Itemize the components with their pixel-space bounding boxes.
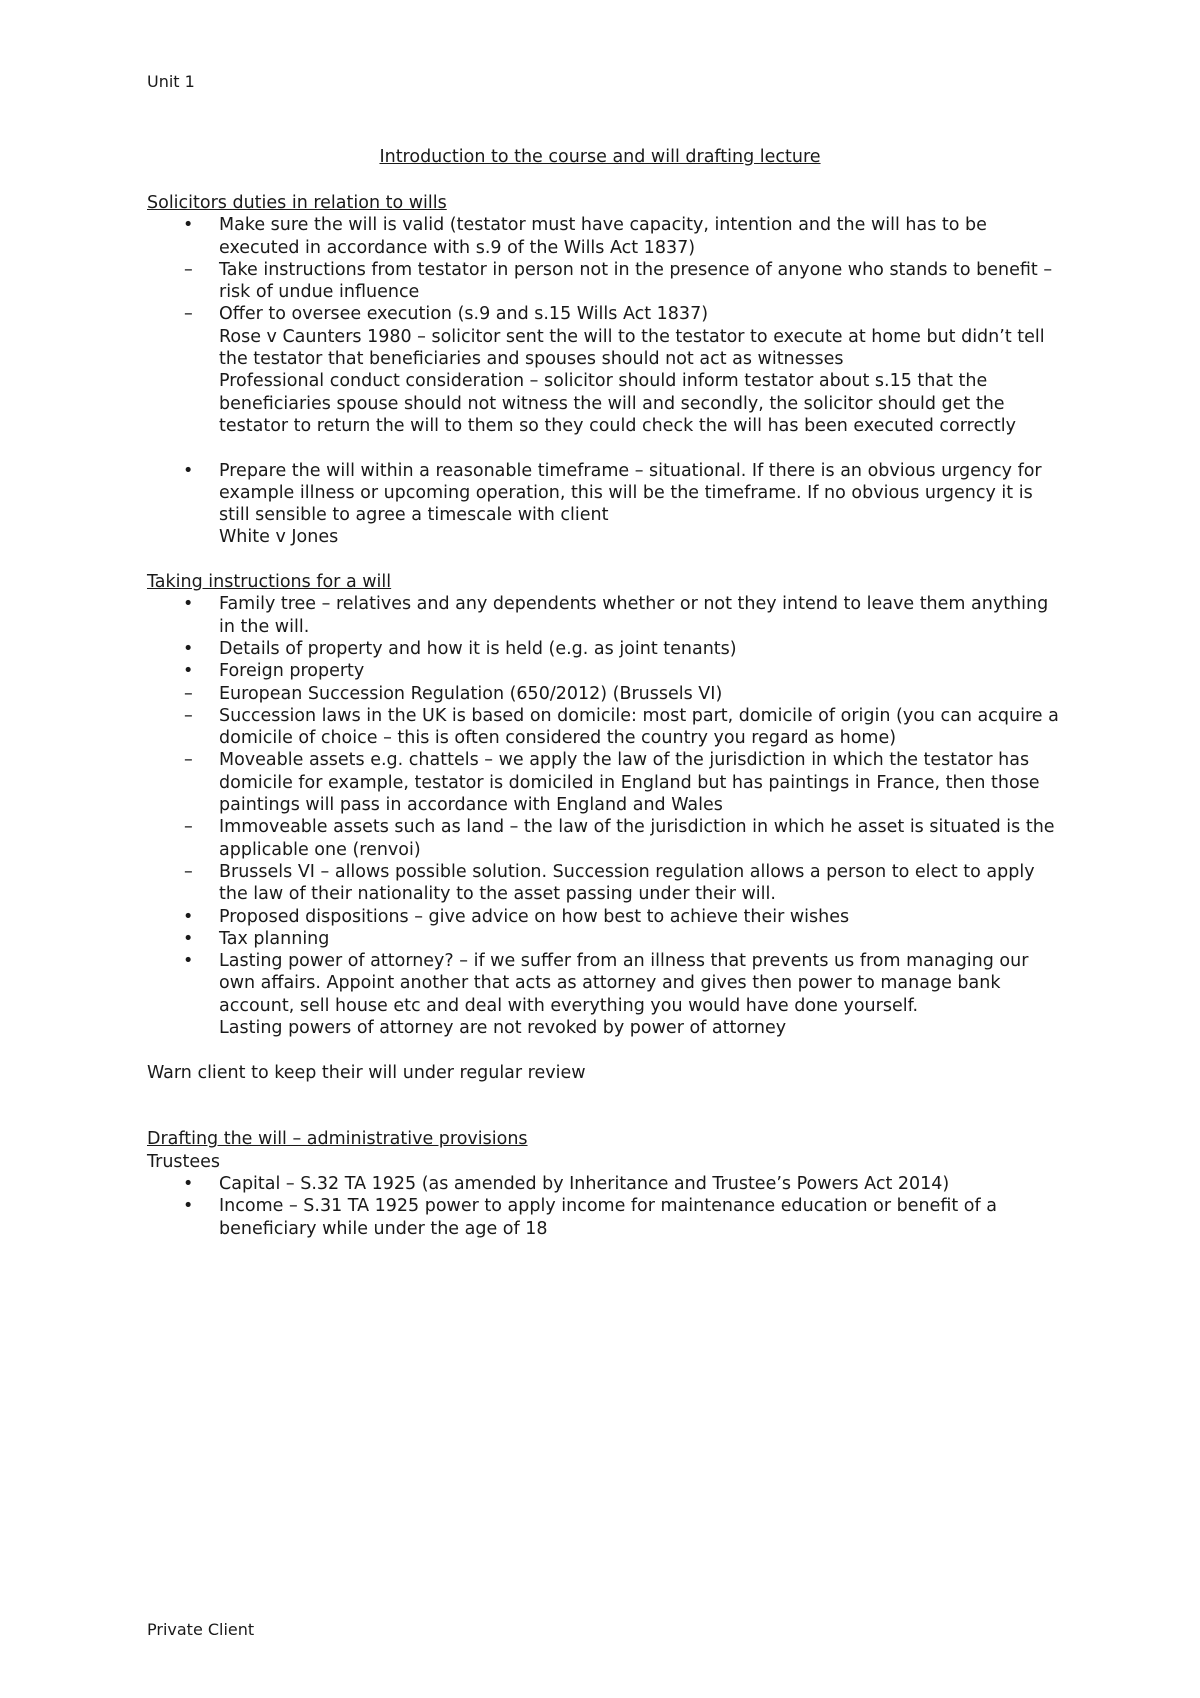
- section-heading-drafting: Drafting the will – administrative provisions: [147, 1129, 528, 1150]
- list-item: [147, 638, 1067, 660]
- bullet-icon: •: [183, 1196, 194, 1217]
- list-item: [147, 214, 1067, 437]
- list-item-text: Capital – S.32 TA 1925 (as amended by Inheritance and Trustee’s Powers Act 2014): [219, 1174, 950, 1195]
- sub-list-item-text: European Succession Regulation (650/2012) (Brussels VI): [219, 683, 723, 704]
- sub-list: [184, 683, 1067, 906]
- list-item-text: Proposed dispositions – give advice on how best to achieve their wishes: [219, 906, 850, 927]
- sub-list-item-text: Take instructions from testator in person not in the presence of anyone who stands to benefit – risk of undue influence: [219, 259, 1053, 303]
- sub-list-item-text: Immoveable assets such as land – the law of the jurisdiction in which he asset is situated is the applicable one (renvoi): [219, 817, 1055, 860]
- list-item-text: Income – S.31 TA 1925 power to apply income for maintenance education or benefit of a beneficiary while under the age of 18: [219, 1196, 997, 1239]
- list-item-text: Tax planning: [219, 928, 330, 949]
- list-item: [147, 460, 1067, 549]
- list-item: [147, 906, 1067, 928]
- sub-list-item: [184, 683, 1067, 705]
- case-note: Rose v Caunters 1980 – solicitor sent the will to the testator to execute at home but didn’t tell the testator that beneficiaries and spouses should not act as witnesses: [219, 326, 1045, 370]
- bullet-icon: •: [183, 638, 194, 659]
- bullet-icon: •: [183, 1174, 194, 1195]
- duties-list: [147, 214, 1067, 437]
- sub-list: [184, 259, 1067, 437]
- document-title: Introduction to the course and will drafting lecture: [379, 147, 821, 167]
- conduct-note: Professional conduct consideration – solicitor should inform testator about s.15 that the beneficiaries spouse should not witness the will and secondly, the solicitor should get the testator to return the will to them so they could check the will has been executed correctly: [219, 371, 1016, 436]
- page-footer: Private Client: [147, 1620, 255, 1639]
- bullet-icon: •: [183, 928, 194, 949]
- dash-icon: –: [184, 304, 193, 325]
- bullet-icon: •: [183, 906, 194, 927]
- list-item: [147, 593, 1067, 638]
- bullet-icon: •: [183, 951, 194, 972]
- bullet-icon: •: [183, 215, 194, 236]
- sub-list-item: [184, 816, 1067, 861]
- list-item-text: Lasting power of attorney? – if we suffer from an illness that prevents us from managing our own affairs. Appoint another that acts as attorney and gives then power to manage bank account, sell house etc and deal with everything you would have done yourself.: [219, 951, 1029, 1016]
- instructions-list: [147, 593, 1067, 1039]
- list-item: [147, 928, 1067, 950]
- warning-note: Warn client to keep their will under regular review: [147, 1062, 586, 1083]
- list-item-text: Make sure the will is valid (testator must have capacity, intention and the will has to be executed in accordance with s.9 of the Wills Act 1837): [219, 215, 987, 258]
- dash-icon: –: [184, 705, 193, 726]
- dash-icon: –: [184, 683, 193, 704]
- bullet-icon: •: [183, 460, 194, 481]
- sub-list-item-text: Succession laws in the UK is based on domicile: most part, domicile of origin (you can acquire a domicile of choice – this is often considered the country you regard as home): [219, 705, 1059, 749]
- document-body: [147, 192, 1067, 1240]
- sub-list-item: [184, 303, 1067, 437]
- sub-list-item: [184, 705, 1067, 750]
- section-heading-instructions: Taking instructions for a will: [147, 572, 392, 593]
- sub-list-item-text: Brussels VI – allows possible solution. Succession regulation allows a person to elect to apply the law of their nationality to the asset passing under their will.: [219, 861, 1035, 905]
- drafting-list: [147, 1173, 1067, 1240]
- list-item-text: Family tree – relatives and any dependents whether or not they intend to leave them anything in the will.: [219, 594, 1049, 637]
- sub-list-item: [184, 749, 1067, 816]
- dash-icon: –: [184, 817, 193, 838]
- list-item: [147, 1195, 1067, 1240]
- sub-list-item-text: Offer to oversee execution (s.9 and s.15 Wills Act 1837): [219, 304, 709, 325]
- list-item-note: Lasting powers of attorney are not revoked by power of attorney: [219, 1017, 787, 1038]
- bullet-icon: •: [183, 661, 194, 682]
- list-item-text: Prepare the will within a reasonable timeframe – situational. If there is an obvious urgency for example illness or upcoming operation, this will be the timeframe. If no obvious urgency it is still sensible to agree a timescale with client: [219, 460, 1042, 526]
- list-item: [147, 950, 1067, 1039]
- sub-list-item: [184, 259, 1067, 304]
- bullet-icon: •: [183, 594, 194, 615]
- list-item: [147, 1173, 1067, 1195]
- list-item-text: Details of property and how it is held (e.g. as joint tenants): [219, 638, 737, 659]
- dash-icon: –: [184, 259, 193, 280]
- sub-list-item-text: Moveable assets e.g. chattels – we apply the law of the jurisdiction in which the testator has domicile for example, testator is domiciled in England but has paintings in France, then those paintings will pass in accordance with England and Wales: [219, 750, 1040, 816]
- case-note: White v Jones: [219, 527, 339, 548]
- page-header: Unit 1: [147, 72, 195, 91]
- dash-icon: –: [184, 861, 193, 882]
- section-heading-duties: Solicitors duties in relation to wills: [147, 193, 447, 213]
- dash-icon: –: [184, 750, 193, 771]
- sub-list-item: [184, 861, 1067, 906]
- subheading-trustees: Trustees: [147, 1151, 221, 1172]
- duties-list-continued: [147, 460, 1067, 549]
- list-item: [147, 660, 1067, 905]
- list-item-text: Foreign property: [219, 661, 365, 682]
